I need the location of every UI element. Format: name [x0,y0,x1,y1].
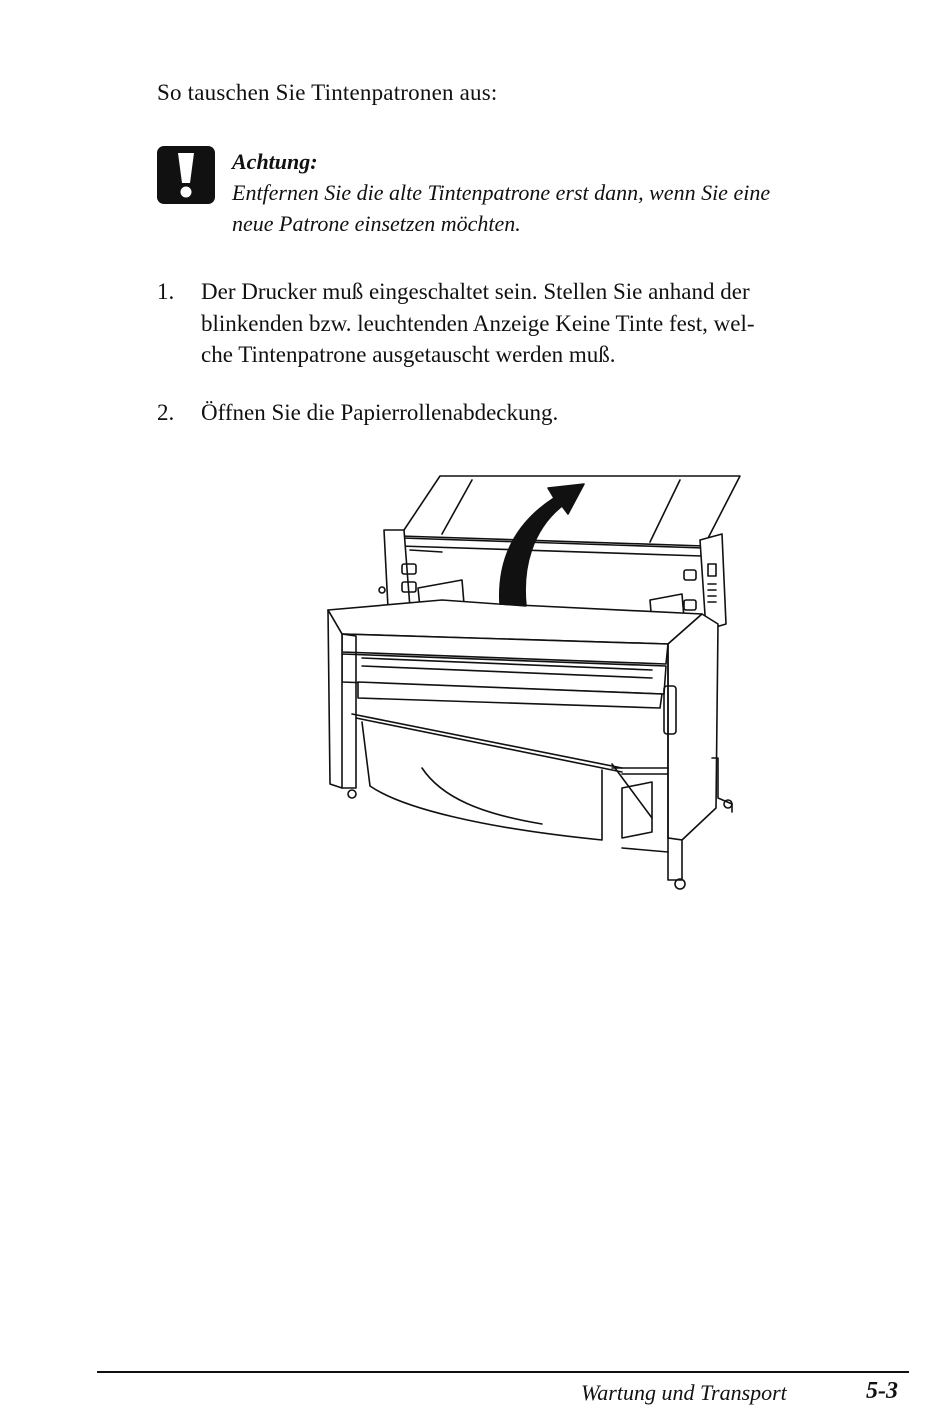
caution-block [232,146,912,239]
intro-text: So tauschen Sie Tintenpatronen aus: [157,80,498,105]
printer-body [328,600,732,889]
paper-basket [352,714,668,852]
step-2-line-1: Öffnen Sie die Papierrollenabdeckung. [201,400,559,425]
step-number: 2. [157,400,175,425]
footer-page-number: 5-3 [866,1378,898,1404]
step-1-line-3: che Tintenpatrone ausgetauscht werden muß. [201,342,616,367]
caution-line-1: Entfernen Sie die alte Tintenpatrone erst dann, wenn Sie eine [232,180,771,205]
footer-rule [97,1371,909,1373]
caution-line-2: neue Patrone einsetzen möchten. [232,211,521,236]
printer-illustration [322,468,742,898]
footer-section-title: Wartung und Transport [581,1380,787,1405]
step-number: 1. [157,279,175,304]
caution-title: Achtung: [232,149,318,174]
step-1-line-2: blinkenden bzw. leuchtenden Anzeige Keine Tinte fest, wel- [201,310,755,336]
step-1-line-1: Der Drucker muß eingeschaltet sein. Stellen Sie anhand der [201,279,750,304]
exclamation-icon [156,145,216,205]
